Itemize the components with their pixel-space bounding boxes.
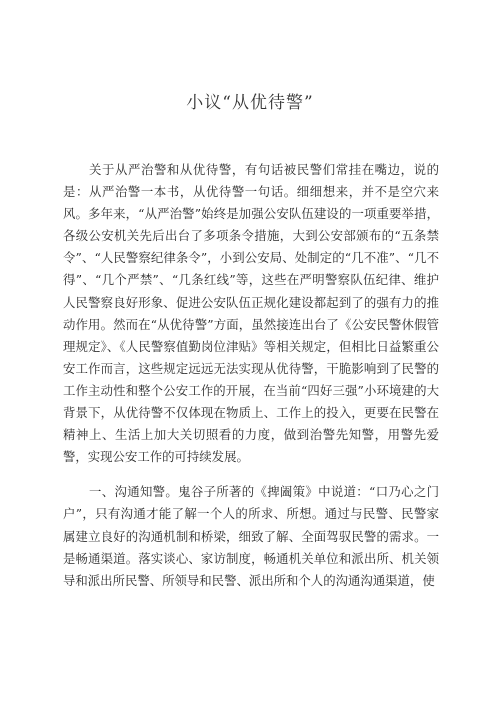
paragraph-communication: 一、沟通知警。鬼谷子所著的《捭阖策》中说道：“口乃心之门户”，只有沟通才能了解一个人的所求、所想。通过与民警、民警家属建立良好的沟通机制和桥梁，细致了解、全面驾驭民警的需求。一是畅通渠道。落实谈心、家访制度，畅通机关单位和派出所、机关领导和派出所民警、所领导和民警、派出所和个人的沟通沟通渠道，使	[63, 484, 439, 588]
document-body	[63, 159, 439, 592]
document-title: 小议“从优待警”	[186, 93, 314, 113]
paragraph-intro: 关于从严治警和从优待警，有句话被民警们常挂在嘴边，说的是：从严治警一本书，从优待警一句话。细细想来，并不是空穴来风。多年来，“从严治警”始终是加强公安队伍建设的一项重要举措，各级公安机关先后出台了多项条令措施，大到公安部颁布的“五条禁令”、“人民警察纪律条令”，小到公安局、处制定的“几不准”、“几不得”、“几个严禁”、“几条红线”等，这些在严明警察队伍纪律、维护人民警察良好形象、促进公安队伍正规化建设都起到了的强有力的推动作用。然而在“从优待警”方面，虽然接连出台了《公安民警休假管理规定》、《人民警察值勤岗位津贴》等相关规定，但相比日益繁重公安工作而言，这些规定远远无法实现从优待警，干脆影响到了民警的工作主动性和整个公安工作的开展，在当前“四好三强”小环境建的大背景下，从优待警不仅体现在物质上、工作上的投入，更要在民警在精神上、生活上加大关切照看的力度，做到治警先知警，用警先爱警，实现公安工作的可持续发展。	[63, 162, 439, 465]
